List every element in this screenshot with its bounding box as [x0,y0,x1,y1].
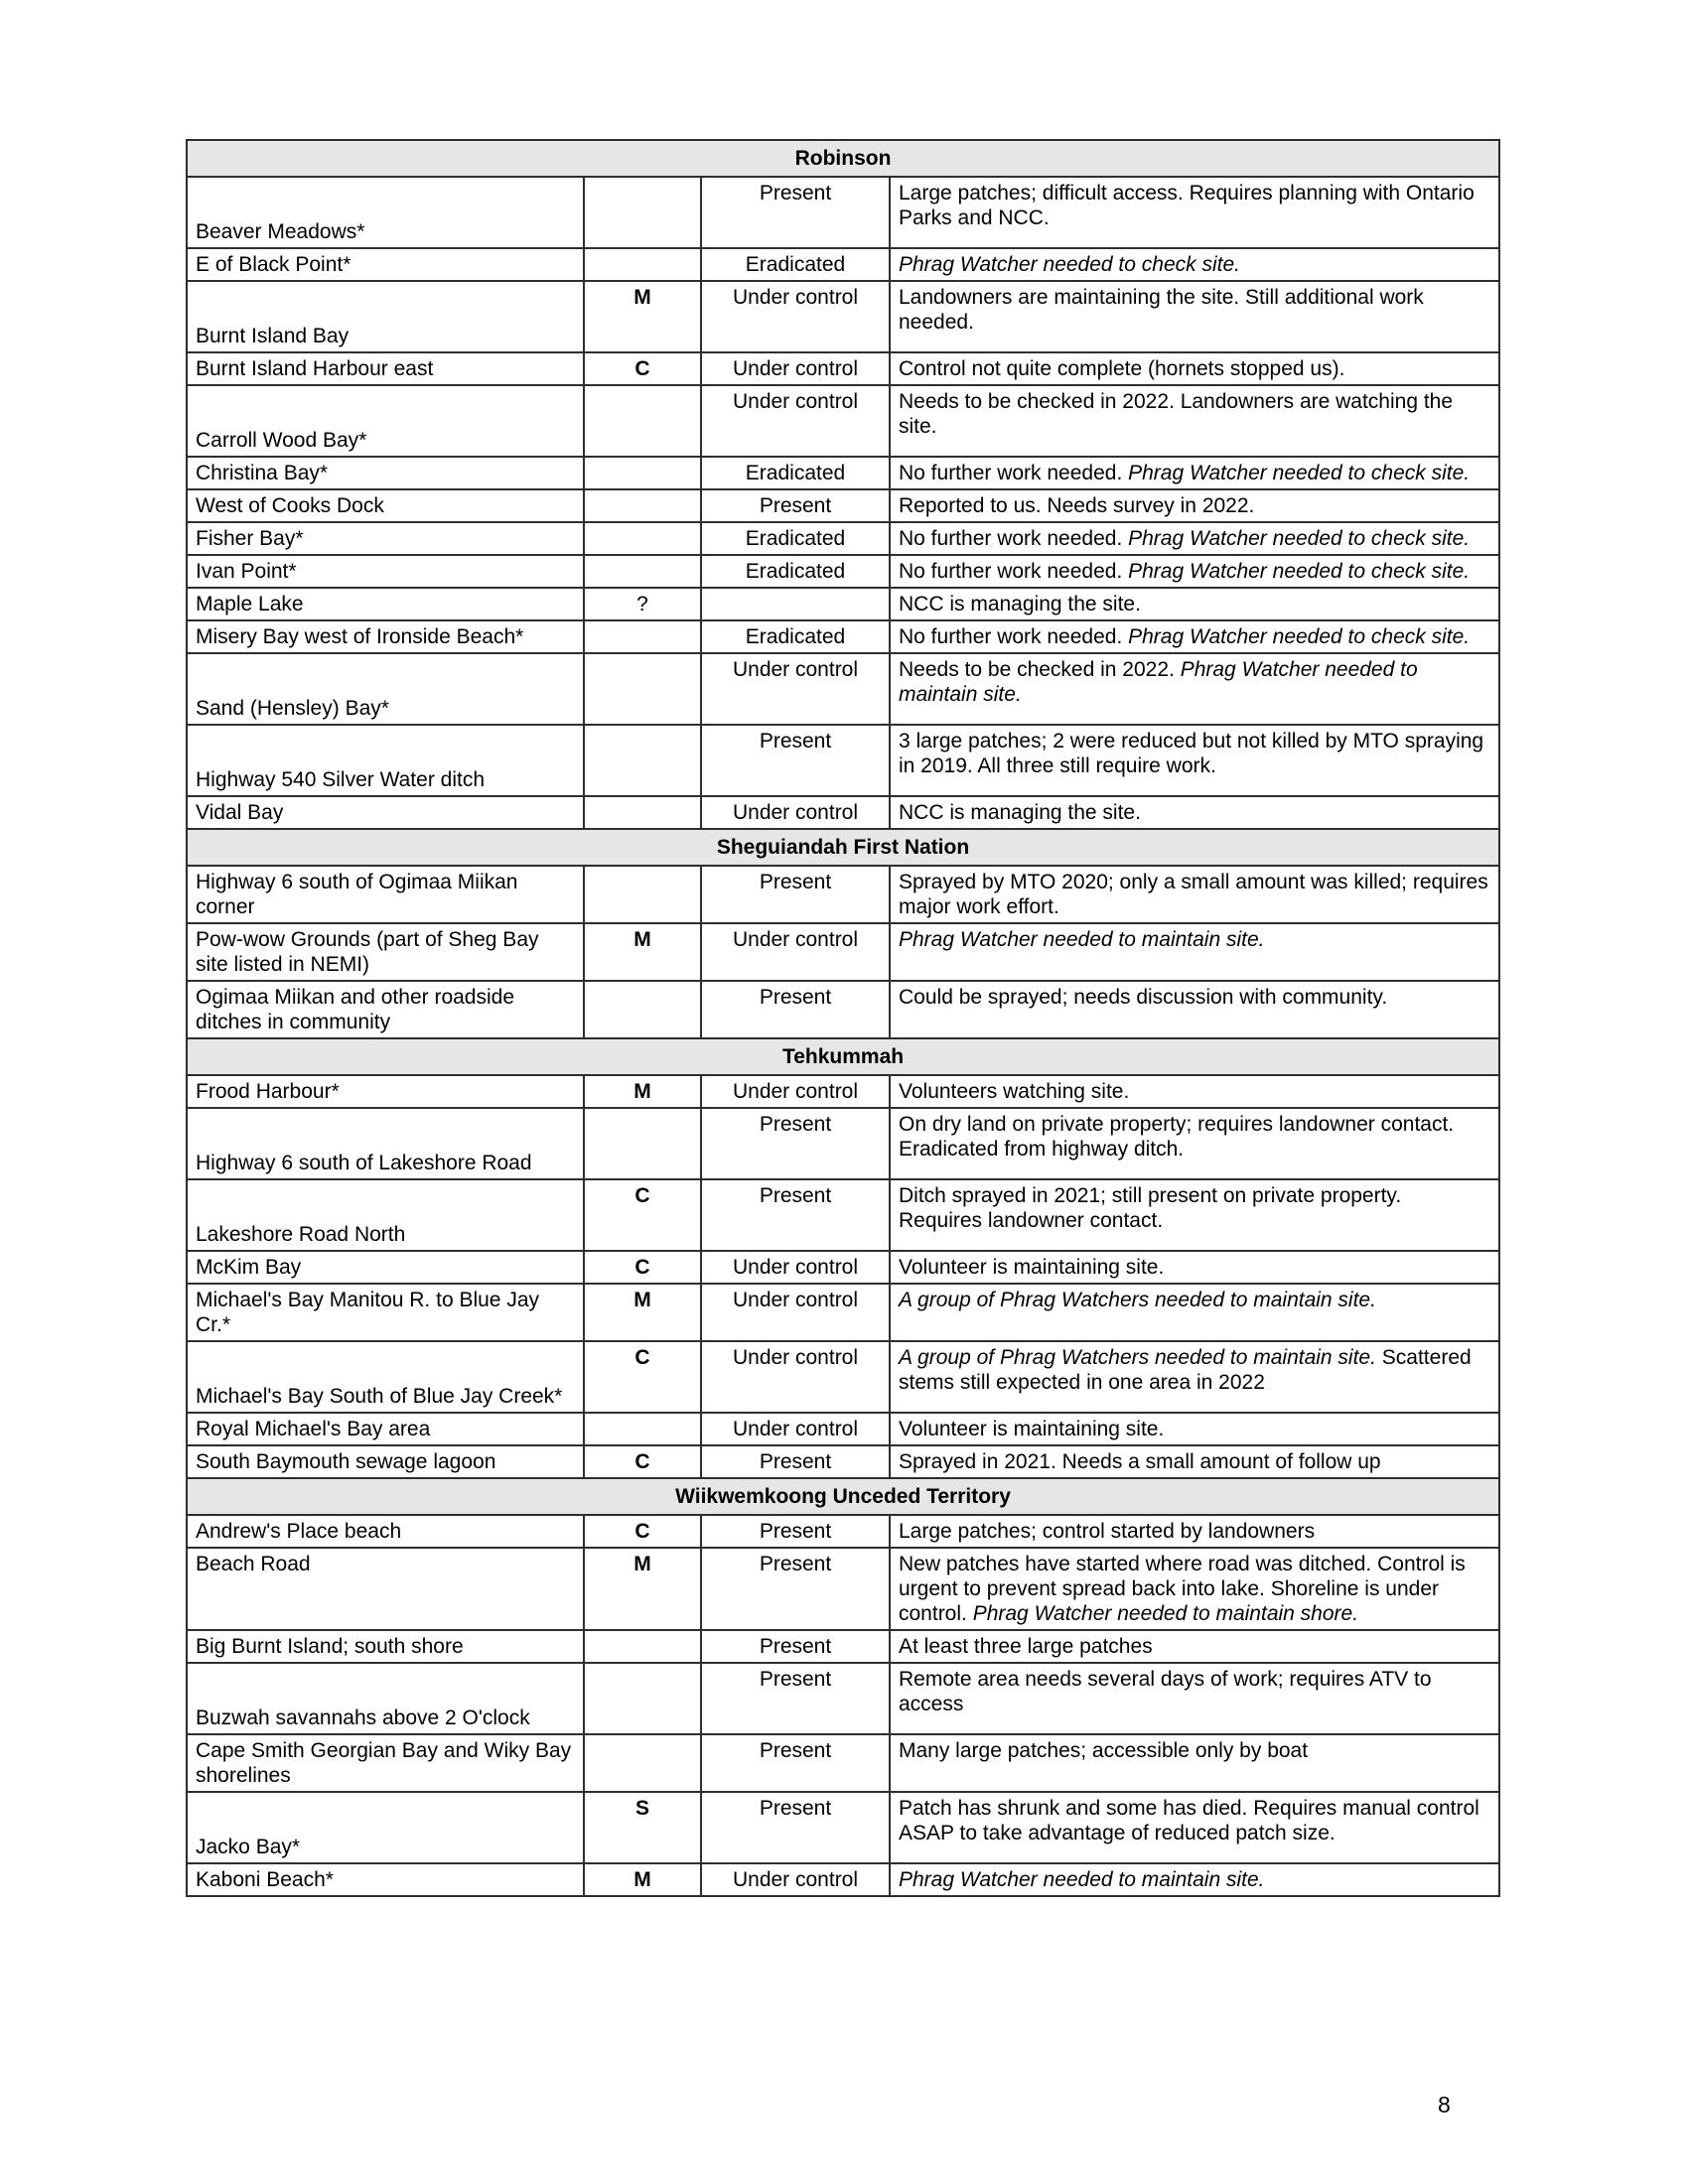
site-name-cell: Highway 6 south of Ogimaa Miikan corner [187,866,584,923]
status-cell: Present [701,1108,890,1179]
notes-text: Many large patches; accessible only by boat [899,1739,1309,1762]
status-code-cell [584,385,701,457]
status-code-cell [584,796,701,829]
notes-text: No further work needed. Phrag Watcher needed to check site. [899,560,1471,583]
site-row [187,352,1499,385]
status-cell: Present [701,1663,890,1734]
status-code-cell [584,653,701,725]
sites-table [186,139,1500,1897]
site-name-cell: Ogimaa Miikan and other roadside ditches in community [187,981,584,1038]
site-name-cell: Misery Bay west of Ironside Beach* [187,620,584,653]
status-cell [701,588,890,620]
status-cell: Under control [701,352,890,385]
status-code-cell [584,1734,701,1792]
notes-text: Remote area needs several days of work; requires ATV to access [899,1668,1432,1715]
site-name-cell: Royal Michael's Bay area [187,1413,584,1445]
site-name-cell: Lakeshore Road North [187,1179,584,1251]
status-code-cell [584,1108,701,1179]
notes-text: New patches have started where road was ditched. Control is urgent to prevent spread back into lake. Shoreline is under control. Phrag Watcher needed to maintain shore. [899,1553,1466,1625]
status-code-cell [584,866,701,923]
site-name-cell: Michael's Bay South of Blue Jay Creek* [187,1341,584,1413]
status-code-cell: C [584,1445,701,1478]
status-cell: Present [701,1179,890,1251]
site-name-cell: South Baymouth sewage lagoon [187,1445,584,1478]
site-name-cell: Christina Bay* [187,457,584,489]
section-title: Sheguiandah First Nation [187,829,1499,866]
notes-cell [890,1075,1499,1108]
site-row [187,1251,1499,1284]
site-row [187,457,1499,489]
notes-text: Could be sprayed; needs discussion with community. [899,986,1388,1009]
notes-cell [890,248,1499,281]
notes-cell [890,1792,1499,1863]
status-cell: Present [701,177,890,248]
site-name-cell: Beaver Meadows* [187,177,584,248]
site-row [187,588,1499,620]
notes-cell [890,489,1499,522]
notes-text: Landowners are maintaining the site. Still additional work needed. [899,286,1424,334]
notes-text: Large patches; control started by landowners [899,1520,1316,1543]
site-row [187,1341,1499,1413]
site-row [187,1075,1499,1108]
status-cell: Under control [701,1413,890,1445]
site-row [187,555,1499,588]
notes-cell [890,1734,1499,1792]
site-row [187,248,1499,281]
status-code-cell: S [584,1792,701,1863]
notes-cell [890,620,1499,653]
notes-text: Needs to be checked in 2022. Phrag Watcher needed to maintain site. [899,658,1418,706]
status-code-cell: ? [584,588,701,620]
notes-text: Volunteers watching site. [899,1080,1130,1103]
site-name-cell: Buzwah savannahs above 2 O'clock [187,1663,584,1734]
notes-text: A group of Phrag Watchers needed to maintain site. [899,1289,1376,1311]
notes-text: Sprayed by MTO 2020; only a small amount was killed; requires major work effort. [899,871,1488,918]
site-name-cell: Cape Smith Georgian Bay and Wiky Bay shorelines [187,1734,584,1792]
site-name-cell: Kaboni Beach* [187,1863,584,1896]
status-cell: Present [701,725,890,796]
status-code-cell [584,489,701,522]
notes-cell [890,588,1499,620]
status-code-cell [584,1630,701,1663]
status-code-cell: M [584,923,701,981]
status-code-cell [584,725,701,796]
status-cell: Present [701,1548,890,1630]
status-code-cell [584,555,701,588]
status-cell: Present [701,1734,890,1792]
sites-table-body [187,140,1499,1896]
site-name-cell: Highway 6 south of Lakeshore Road [187,1108,584,1179]
site-row [187,1413,1499,1445]
site-name-cell: Michael's Bay Manitou R. to Blue Jay Cr.* [187,1284,584,1341]
notes-cell [890,1251,1499,1284]
notes-text: No further work needed. Phrag Watcher needed to check site. [899,527,1471,550]
notes-text: Phrag Watcher needed to maintain site. [899,928,1265,951]
site-row [187,1548,1499,1630]
notes-text: Needs to be checked in 2022. Landowners are watching the site. [899,390,1454,438]
section-header-sheguiandah-first-nation [187,829,1499,866]
status-cell: Under control [701,385,890,457]
status-cell: Under control [701,1251,890,1284]
status-cell: Under control [701,1284,890,1341]
site-row [187,1179,1499,1251]
status-code-cell [584,620,701,653]
notes-text: A group of Phrag Watchers needed to maintain site. Scattered stems still expected in one area in 2022 [899,1346,1472,1394]
notes-cell [890,1630,1499,1663]
site-row [187,1792,1499,1863]
status-code-cell [584,981,701,1038]
notes-cell [890,923,1499,981]
site-row [187,796,1499,829]
status-cell: Under control [701,1863,890,1896]
status-code-cell: C [584,1179,701,1251]
section-title: Robinson [187,140,1499,177]
site-name-cell: Maple Lake [187,588,584,620]
notes-cell [890,1284,1499,1341]
site-name-cell: Burnt Island Harbour east [187,352,584,385]
site-row [187,1108,1499,1179]
notes-cell [890,1663,1499,1734]
notes-cell [890,457,1499,489]
status-cell: Present [701,1515,890,1548]
status-cell: Under control [701,1341,890,1413]
notes-text: Sprayed in 2021. Needs a small amount of follow up [899,1450,1381,1473]
page-number: 8 [1438,2092,1451,2117]
site-name-cell: Sand (Hensley) Bay* [187,653,584,725]
site-row [187,1863,1499,1896]
site-row [187,725,1499,796]
section-header-robinson [187,140,1499,177]
notes-text: Patch has shrunk and some has died. Requires manual control ASAP to take advantage of reduced patch size. [899,1797,1479,1844]
site-name-cell: Jacko Bay* [187,1792,584,1863]
site-name-cell: Pow-wow Grounds (part of Sheg Bay site listed in NEMI) [187,923,584,981]
notes-cell [890,555,1499,588]
site-name-cell: Big Burnt Island; south shore [187,1630,584,1663]
section-title: Tehkummah [187,1038,1499,1075]
status-cell: Present [701,1445,890,1478]
site-row [187,1734,1499,1792]
site-name-cell: Andrew's Place beach [187,1515,584,1548]
site-row [187,653,1499,725]
status-cell: Under control [701,1075,890,1108]
site-name-cell: Fisher Bay* [187,522,584,555]
site-row [187,923,1499,981]
notes-text: Large patches; difficult access. Requires planning with Ontario Parks and NCC. [899,182,1475,229]
status-cell: Present [701,866,890,923]
notes-text: No further work needed. Phrag Watcher needed to check site. [899,625,1471,648]
notes-text: Volunteer is maintaining site. [899,1256,1165,1279]
status-code-cell: C [584,1341,701,1413]
status-cell: Eradicated [701,555,890,588]
notes-text: On dry land on private property; requires landowner contact. Eradicated from highway ditch. [899,1113,1455,1160]
status-code-cell: M [584,1284,701,1341]
site-row [187,281,1499,352]
status-cell: Eradicated [701,620,890,653]
notes-text: Volunteer is maintaining site. [899,1418,1165,1440]
section-title: Wiikwemkoong Unceded Territory [187,1478,1499,1515]
site-name-cell: West of Cooks Dock [187,489,584,522]
notes-cell [890,1863,1499,1896]
site-row [187,522,1499,555]
notes-cell [890,981,1499,1038]
site-name-cell: Highway 540 Silver Water ditch [187,725,584,796]
site-row [187,1515,1499,1548]
status-code-cell: M [584,1075,701,1108]
status-cell: Present [701,1792,890,1863]
site-name-cell: Vidal Bay [187,796,584,829]
notes-cell [890,1548,1499,1630]
notes-text: NCC is managing the site. [899,593,1141,615]
status-code-cell [584,177,701,248]
notes-text: Control not quite complete (hornets stopped us). [899,357,1345,380]
site-row [187,385,1499,457]
site-row [187,1284,1499,1341]
notes-text: No further work needed. Phrag Watcher needed to check site. [899,462,1471,484]
status-code-cell: M [584,281,701,352]
notes-text: Ditch sprayed in 2021; still present on private property. Requires landowner contact. [899,1184,1402,1232]
status-code-cell: M [584,1548,701,1630]
notes-cell [890,281,1499,352]
notes-cell [890,177,1499,248]
notes-cell [890,1179,1499,1251]
status-cell: Present [701,1630,890,1663]
notes-text: 3 large patches; 2 were reduced but not killed by MTO spraying in 2019. All three still require work. [899,730,1484,777]
status-cell: Under control [701,796,890,829]
site-name-cell: McKim Bay [187,1251,584,1284]
notes-cell [890,1445,1499,1478]
notes-cell [890,385,1499,457]
status-cell: Under control [701,281,890,352]
status-code-cell: C [584,1515,701,1548]
status-code-cell [584,457,701,489]
site-name-cell: E of Black Point* [187,248,584,281]
notes-cell [890,1515,1499,1548]
status-cell: Present [701,489,890,522]
site-name-cell: Ivan Point* [187,555,584,588]
site-name-cell: Carroll Wood Bay* [187,385,584,457]
site-row [187,866,1499,923]
status-cell: Eradicated [701,457,890,489]
status-code-cell [584,1663,701,1734]
site-name-cell: Beach Road [187,1548,584,1630]
status-cell: Present [701,981,890,1038]
status-cell: Under control [701,653,890,725]
notes-cell [890,725,1499,796]
notes-cell [890,653,1499,725]
status-code-cell: C [584,1251,701,1284]
site-row [187,1445,1499,1478]
site-row [187,1630,1499,1663]
site-row [187,1663,1499,1734]
site-name-cell: Burnt Island Bay [187,281,584,352]
site-row [187,981,1499,1038]
site-row [187,177,1499,248]
site-row [187,489,1499,522]
notes-text: NCC is managing the site. [899,801,1141,824]
notes-cell [890,522,1499,555]
site-name-cell: Frood Harbour* [187,1075,584,1108]
status-code-cell [584,522,701,555]
section-header-wiikwemkoong-unceded-territory [187,1478,1499,1515]
notes-cell [890,866,1499,923]
notes-cell [890,1413,1499,1445]
status-cell: Under control [701,923,890,981]
status-cell: Eradicated [701,248,890,281]
notes-text: Phrag Watcher needed to maintain site. [899,1868,1265,1891]
notes-cell [890,1108,1499,1179]
section-header-tehkummah [187,1038,1499,1075]
site-row [187,620,1499,653]
status-code-cell: M [584,1863,701,1896]
notes-text: Reported to us. Needs survey in 2022. [899,494,1255,517]
notes-cell [890,1341,1499,1413]
status-code-cell [584,1413,701,1445]
status-cell: Eradicated [701,522,890,555]
notes-cell [890,352,1499,385]
notes-text: Phrag Watcher needed to check site. [899,253,1240,276]
notes-cell [890,796,1499,829]
notes-text: At least three large patches [899,1635,1153,1658]
status-code-cell: C [584,352,701,385]
status-code-cell [584,248,701,281]
